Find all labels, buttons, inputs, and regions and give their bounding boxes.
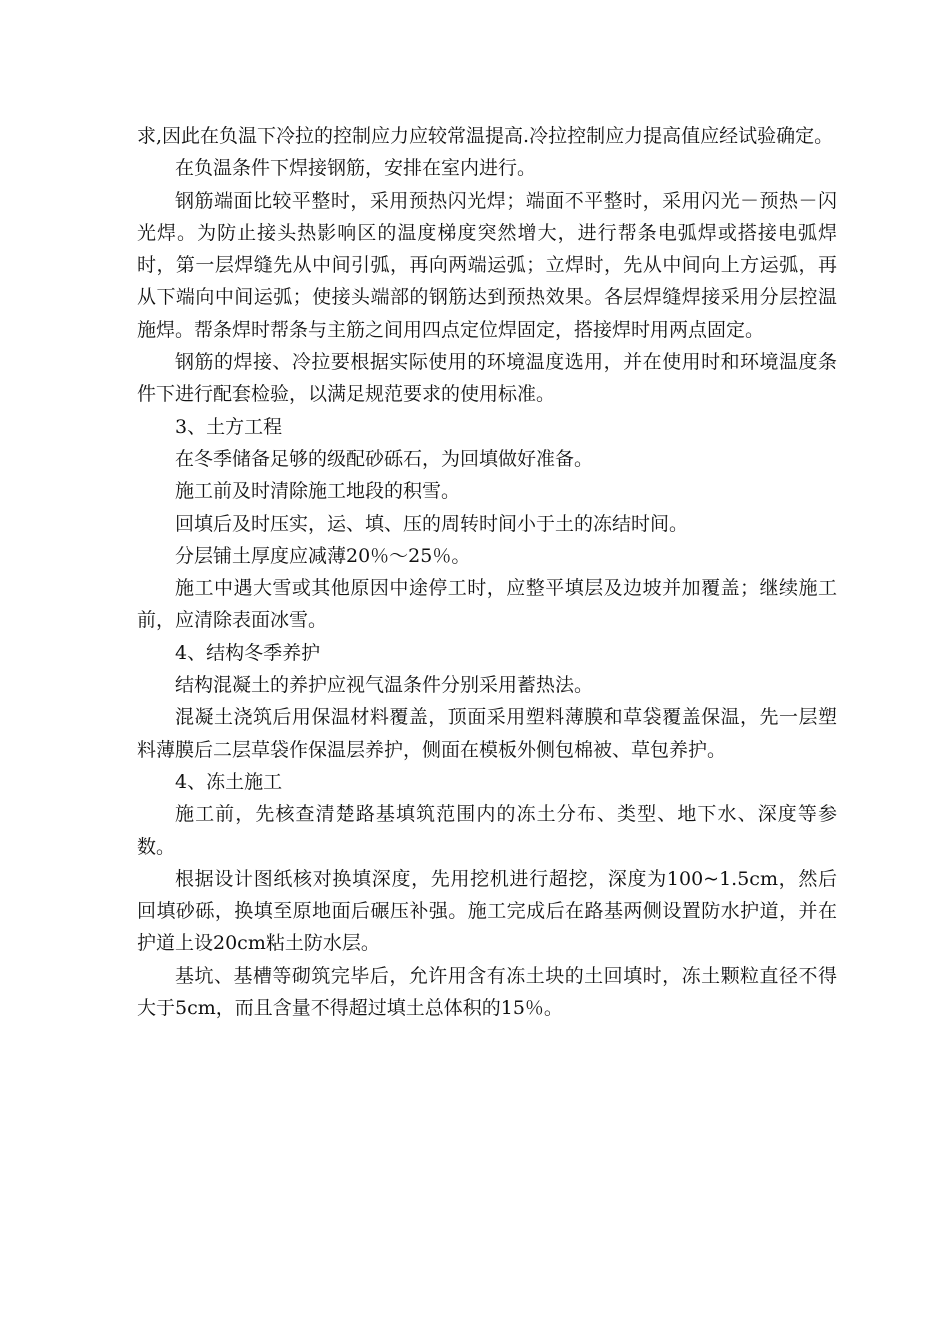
document-body [137,120,837,1024]
paragraph-12: 结构混凝土的养护应视气温条件分别采用蓄热法。 [175,674,594,697]
paragraph-10: 施工中遇大雪或其他原因中途停工时，应整平填层及边坡并加覆盖；继续施工前，应清除表面冰雪。 [137,577,837,632]
paragraph-16: 根据设计图纸核对换填深度，先用挖机进行超挖，深度为100~1.5cm，然后回填砂砾，换填至原地面后碾压补强。施工完成后在路基两侧设置防水护道，并在护道上设20cm粘土防水层。 [137,867,837,955]
paragraph-4: 钢筋的焊接、冷拉要根据实际使用的环境温度选用，并在使用时和环境温度条件下进行配套检验，以满足规范要求的使用标准。 [137,351,837,406]
section-heading-earthwork: 3、土方工程 [175,415,283,438]
paragraph-15: 施工前，先核查清楚路基填筑范围内的冻土分布、类型、地下水、深度等参数。 [137,803,837,858]
paragraph-3: 钢筋端面比较平整时，采用预热闪光焊；端面不平整时，采用闪光－预热－闪光焊。为防止接头热影响区的温度梯度突然增大，进行帮条电弧焊或搭接电弧焊时，第一层焊缝先从中间引弧，再向两端运弧；立焊时，先从中间向上方运弧，再从下端向中间运弧；使接头端部的钢筋达到预热效果。各层焊缝焊接采用分层控温施焊。帮条焊时帮条与主筋之间用四点定位焊固定，搭接焊时用两点固定。 [137,189,837,341]
paragraph-17: 基坑、基槽等砌筑完毕后，允许用含有冻土块的土回填时，冻土颗粒直径不得大于5cm，而且含量不得超过填土总体积的15％。 [137,964,837,1020]
paragraph-1: 求,因此在负温下冷拉的控制应力应较常温提高.冷拉控制应力提高值应经试验确定。 [137,125,834,147]
paragraph-2: 在负温条件下焊接钢筋，安排在室内进行。 [175,157,537,180]
paragraph-6: 在冬季储备足够的级配砂砾石，为回填做好准备。 [175,447,594,470]
paragraph-7: 施工前及时清除施工地段的积雪。 [175,480,461,503]
section-heading-frozen-soil: 4、冻土施工 [175,770,283,793]
section-heading-structure-curing: 4、结构冬季养护 [175,641,321,664]
paragraph-9: 分层铺土厚度应减薄20％～25％。 [175,544,471,567]
paragraph-8: 回填后及时压实，运、填、压的周转时间小于土的冻结时间。 [175,512,689,535]
paragraph-13: 混凝土浇筑后用保温材料覆盖，顶面采用塑料薄膜和草袋覆盖保温，先一层塑料薄膜后二层草袋作保温层养护，侧面在模板外侧包棉被、草包养护。 [137,706,837,761]
